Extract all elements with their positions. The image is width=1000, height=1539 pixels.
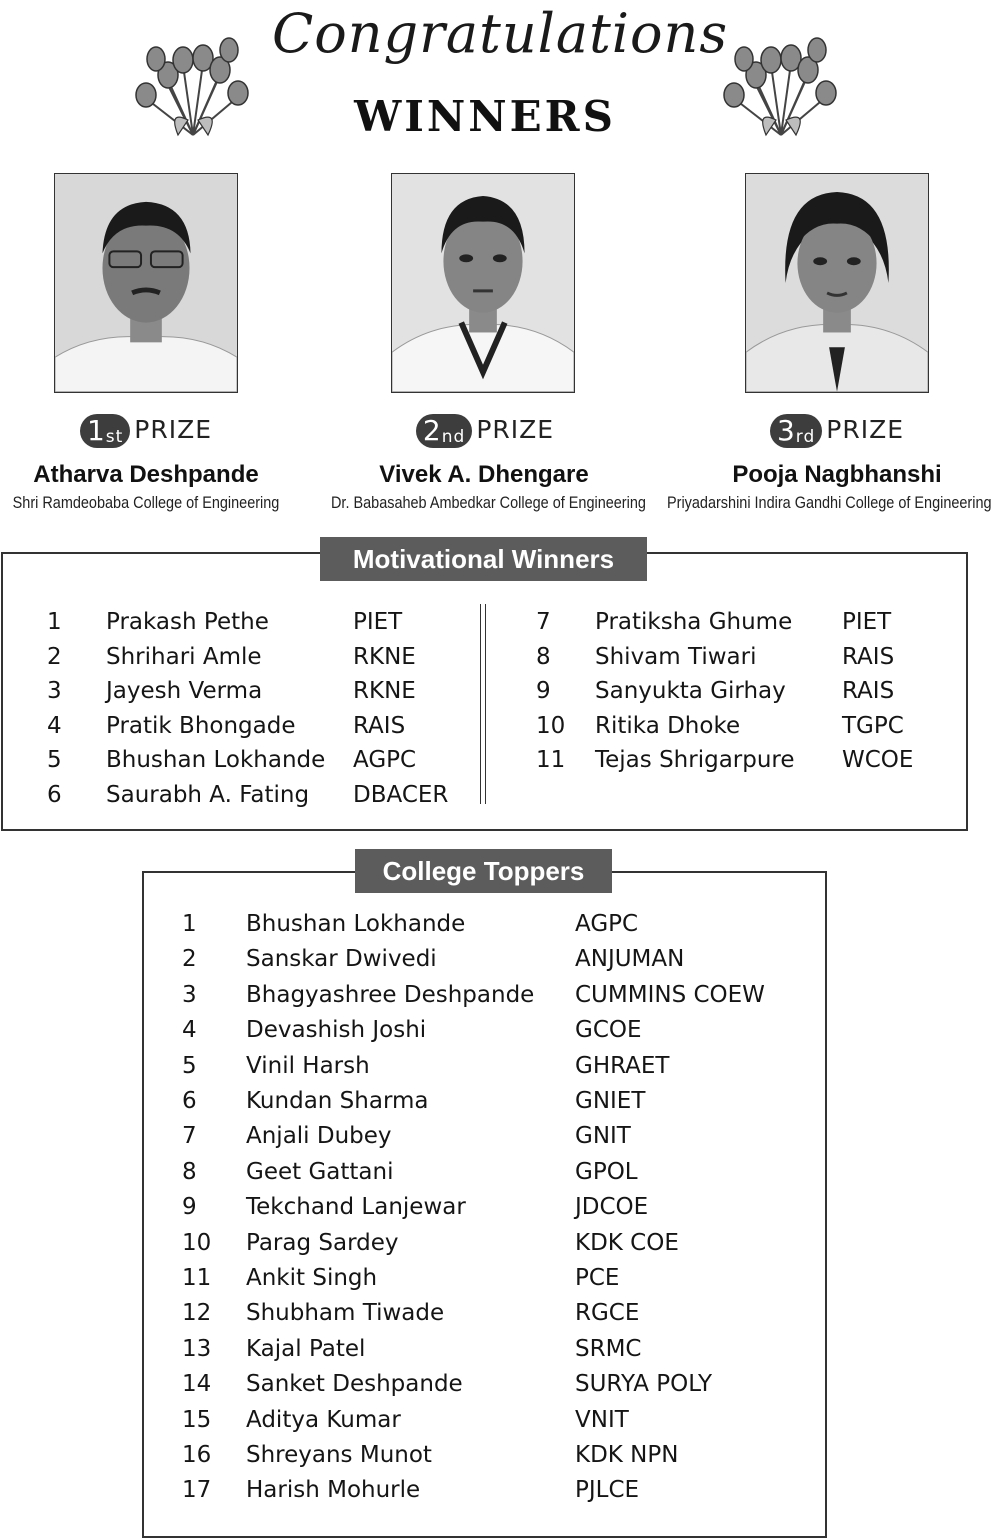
row-college: RKNE bbox=[353, 643, 416, 670]
list-item bbox=[182, 978, 802, 1013]
row-number: 5 bbox=[182, 1052, 197, 1079]
row-college: AGPC bbox=[353, 747, 417, 774]
row-number: 2 bbox=[182, 946, 197, 973]
rank-badge: $3_{rd}$ bbox=[770, 414, 822, 448]
row-name: Ritika Dhoke bbox=[595, 712, 741, 739]
winner-college-3: Priyadarshini Indira Gandhi College of Engineering bbox=[667, 493, 992, 512]
row-college: CUMMINS COEW bbox=[575, 981, 765, 1008]
tulip-bouquet-icon bbox=[716, 25, 846, 145]
motivational-winners-heading: Motivational Winners bbox=[320, 537, 647, 581]
row-name: Prakash Pethe bbox=[106, 609, 269, 635]
row-number: 2 bbox=[47, 643, 62, 670]
list-item bbox=[182, 942, 802, 977]
list-item bbox=[182, 1296, 802, 1331]
list-item bbox=[47, 640, 467, 674]
row-number: 10 bbox=[182, 1229, 212, 1256]
row-college: RAIS bbox=[842, 678, 895, 705]
row-number: 3 bbox=[182, 981, 197, 1008]
prize-3-label: $3_{rd}$ PRIZE bbox=[677, 414, 997, 454]
row-number: 15 bbox=[182, 1406, 212, 1433]
row-number: 8 bbox=[182, 1158, 197, 1185]
row-name: Bhushan Lokhande bbox=[246, 911, 466, 937]
row-name: Ankit Singh bbox=[246, 1265, 378, 1291]
row-college: RGCE bbox=[575, 1300, 640, 1327]
row-number: 7 bbox=[536, 609, 551, 635]
list-item bbox=[47, 674, 467, 708]
row-name: Tekchand Lanjewar bbox=[246, 1194, 466, 1221]
list-item bbox=[182, 907, 802, 942]
list-item bbox=[182, 1367, 802, 1402]
list-item bbox=[182, 1084, 802, 1119]
row-name: Shreyans Munot bbox=[246, 1442, 432, 1468]
row-name: Shubham Tiwade bbox=[246, 1300, 445, 1327]
rank-badge: $2_{nd}$ bbox=[416, 414, 472, 448]
row-college: PIET bbox=[353, 609, 403, 635]
row-name: Pratik Bhongade bbox=[106, 712, 296, 739]
list-item bbox=[47, 743, 467, 777]
row-name: Tejas Shrigarpure bbox=[595, 747, 795, 774]
list-item bbox=[536, 674, 956, 708]
list-item bbox=[182, 1049, 802, 1084]
row-name: Saurabh A. Fating bbox=[106, 782, 310, 808]
row-name: Kundan Sharma bbox=[246, 1088, 429, 1114]
row-number: 5 bbox=[47, 747, 62, 774]
prize-2-label: $2_{nd}$ PRIZE bbox=[325, 414, 645, 454]
row-number: 11 bbox=[536, 747, 566, 774]
winner-name-3: Pooja Nagbhanshi bbox=[732, 461, 942, 488]
prize-1-label: $1_{st}$ PRIZE bbox=[0, 414, 306, 454]
list-item bbox=[182, 1261, 802, 1296]
row-college: PJLCE bbox=[575, 1477, 640, 1504]
row-name: Jayesh Verma bbox=[106, 678, 263, 705]
row-name: Bhushan Lokhande bbox=[106, 747, 326, 774]
winner-photo-2 bbox=[391, 173, 575, 393]
winner-name-1: Atharva Deshpande bbox=[33, 461, 259, 488]
row-number: 6 bbox=[47, 782, 62, 808]
row-number: 13 bbox=[182, 1335, 212, 1362]
row-college: ANJUMAN bbox=[575, 946, 685, 973]
list-item bbox=[47, 709, 467, 743]
row-college: SRMC bbox=[575, 1335, 642, 1362]
row-college: AGPC bbox=[575, 911, 639, 937]
row-name: Sanyukta Girhay bbox=[595, 678, 786, 705]
winner-photo-1 bbox=[54, 173, 238, 393]
list-item bbox=[182, 1226, 802, 1261]
row-number: 3 bbox=[47, 678, 62, 705]
row-name: Harish Mohurle bbox=[246, 1477, 421, 1504]
row-number: 14 bbox=[182, 1371, 212, 1398]
row-number: 8 bbox=[536, 643, 551, 670]
row-number: 1 bbox=[47, 609, 62, 635]
list-item bbox=[182, 1190, 802, 1225]
row-college: GNIT bbox=[575, 1123, 631, 1150]
row-college: GNIET bbox=[575, 1088, 646, 1114]
list-item bbox=[536, 640, 956, 674]
row-college: RAIS bbox=[353, 712, 406, 739]
row-name: Sanskar Dwivedi bbox=[246, 946, 437, 973]
row-college: SURYA POLY bbox=[575, 1371, 713, 1398]
list-item bbox=[182, 1438, 802, 1473]
tulip-bouquet-icon bbox=[128, 25, 258, 145]
row-name: Kajal Patel bbox=[246, 1335, 366, 1362]
row-college: RKNE bbox=[353, 678, 416, 705]
page-title: Congratulations bbox=[271, 2, 729, 65]
row-number: 4 bbox=[47, 712, 62, 739]
list-item bbox=[536, 743, 956, 777]
column-divider bbox=[480, 604, 486, 804]
row-number: 12 bbox=[182, 1300, 212, 1327]
row-college: PCE bbox=[575, 1265, 620, 1291]
list-item bbox=[47, 605, 467, 639]
row-name: Shrihari Amle bbox=[106, 643, 262, 670]
row-number: 7 bbox=[182, 1123, 197, 1150]
row-college: GCOE bbox=[575, 1017, 642, 1044]
row-college: GPOL bbox=[575, 1158, 638, 1185]
list-item bbox=[182, 1332, 802, 1367]
winner-college-1: Shri Ramdeobaba College of Engineering bbox=[12, 493, 280, 512]
list-item bbox=[182, 1473, 802, 1508]
row-number: 1 bbox=[182, 911, 197, 937]
page-subtitle: WINNERS bbox=[354, 92, 616, 141]
list-item bbox=[182, 1403, 802, 1438]
winner-name-2: Vivek A. Dhengare bbox=[379, 461, 589, 488]
row-name: Anjali Dubey bbox=[246, 1123, 392, 1150]
row-college: KDK NPN bbox=[575, 1442, 679, 1468]
row-number: 17 bbox=[182, 1477, 212, 1504]
row-name: Geet Gattani bbox=[246, 1158, 394, 1185]
list-item bbox=[182, 1119, 802, 1154]
row-number: 10 bbox=[536, 712, 566, 739]
row-name: Aditya Kumar bbox=[246, 1406, 401, 1433]
row-number: 4 bbox=[182, 1017, 197, 1044]
row-number: 11 bbox=[182, 1265, 212, 1291]
row-college: PIET bbox=[842, 609, 892, 635]
row-number: 9 bbox=[536, 678, 551, 705]
list-item bbox=[47, 778, 467, 812]
row-name: Vinil Harsh bbox=[246, 1052, 370, 1079]
rank-badge: $1_{st}$ bbox=[80, 414, 130, 448]
row-number: 6 bbox=[182, 1088, 197, 1114]
list-item bbox=[182, 1013, 802, 1048]
row-college: DBACER bbox=[353, 782, 449, 808]
row-name: Parag Sardey bbox=[246, 1229, 399, 1256]
row-name: Shivam Tiwari bbox=[595, 643, 757, 670]
row-college: VNIT bbox=[575, 1406, 629, 1433]
row-number: 16 bbox=[182, 1442, 212, 1468]
winner-photo-3 bbox=[745, 173, 929, 393]
row-college: TGPC bbox=[842, 712, 904, 739]
row-name: Bhagyashree Deshpande bbox=[246, 981, 535, 1008]
winner-college-2: Dr. Babasaheb Ambedkar College of Engineering bbox=[331, 493, 646, 512]
row-college: WCOE bbox=[842, 747, 914, 774]
list-item bbox=[536, 709, 956, 743]
list-item bbox=[182, 1155, 802, 1190]
row-number: 9 bbox=[182, 1194, 197, 1221]
row-college: GHRAET bbox=[575, 1052, 670, 1079]
row-name: Devashish Joshi bbox=[246, 1017, 427, 1044]
list-item bbox=[536, 605, 956, 639]
row-college: JDCOE bbox=[575, 1194, 649, 1221]
row-name: Pratiksha Ghume bbox=[595, 609, 793, 635]
college-toppers-heading: College Toppers bbox=[355, 849, 612, 893]
row-college: KDK COE bbox=[575, 1229, 679, 1256]
row-college: RAIS bbox=[842, 643, 895, 670]
row-name: Sanket Deshpande bbox=[246, 1371, 463, 1398]
